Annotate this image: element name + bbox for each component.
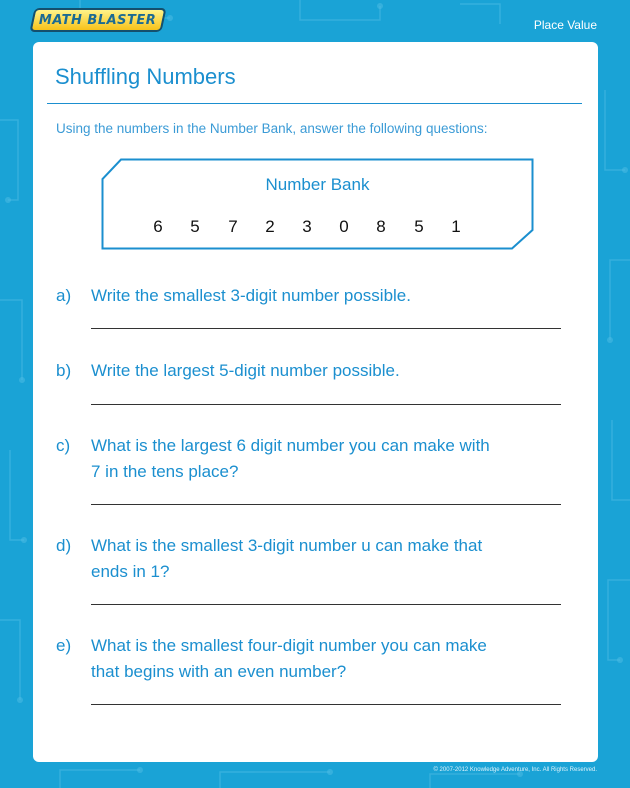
answer-line-e[interactable] <box>91 704 561 705</box>
question-e-letter: e) <box>56 636 72 655</box>
logo-text: MATH BLASTER <box>39 12 157 28</box>
bank-number: 3 <box>302 217 312 236</box>
answer-line-d[interactable] <box>91 604 561 605</box>
bank-number: 0 <box>339 217 349 236</box>
question-c-text-line2: 7 in the tens place? <box>91 462 239 481</box>
math-blaster-logo[interactable] <box>29 8 166 32</box>
bank-number: 6 <box>153 217 163 236</box>
question-d-text-line2: ends in 1? <box>91 562 170 581</box>
bank-number: 1 <box>451 217 461 236</box>
question-b-letter: b) <box>56 361 72 380</box>
title-divider <box>47 103 582 104</box>
worksheet-card <box>33 42 598 762</box>
answer-line-a[interactable] <box>91 328 561 329</box>
question-c-text-line1: What is the largest 6 digit number you can make with <box>91 436 490 455</box>
question-b-text: Write the largest 5-digit number possible. <box>91 361 400 380</box>
worksheet-title: Shuffling Numbers <box>55 64 236 89</box>
answer-line-c[interactable] <box>91 504 561 505</box>
bank-number: 5 <box>414 217 424 236</box>
question-c-letter: c) <box>56 436 71 455</box>
instructions: Using the numbers in the Number Bank, answer the following questions: <box>56 121 488 136</box>
bank-number: 7 <box>228 217 238 236</box>
bank-number: 8 <box>376 217 386 236</box>
question-e-text-line2: that begins with an even number? <box>91 662 347 681</box>
question-a-letter: a) <box>56 286 72 305</box>
copyright-notice: © 2007-2012 Knowledge Adventure, Inc. All Rights Reserved. <box>433 767 597 773</box>
question-d-letter: d) <box>56 536 72 555</box>
bank-number: 5 <box>190 217 200 236</box>
question-d-text-line1: What is the smallest 3-digit number u can make that <box>91 536 483 555</box>
topic-label: Place Value <box>533 18 597 32</box>
question-a-text: Write the smallest 3-digit number possible. <box>91 286 411 305</box>
number-bank-title: Number Bank <box>265 175 370 194</box>
bank-number: 2 <box>265 217 275 236</box>
question-e-text-line1: What is the smallest four-digit number you can make <box>91 636 487 655</box>
answer-line-b[interactable] <box>91 404 561 405</box>
